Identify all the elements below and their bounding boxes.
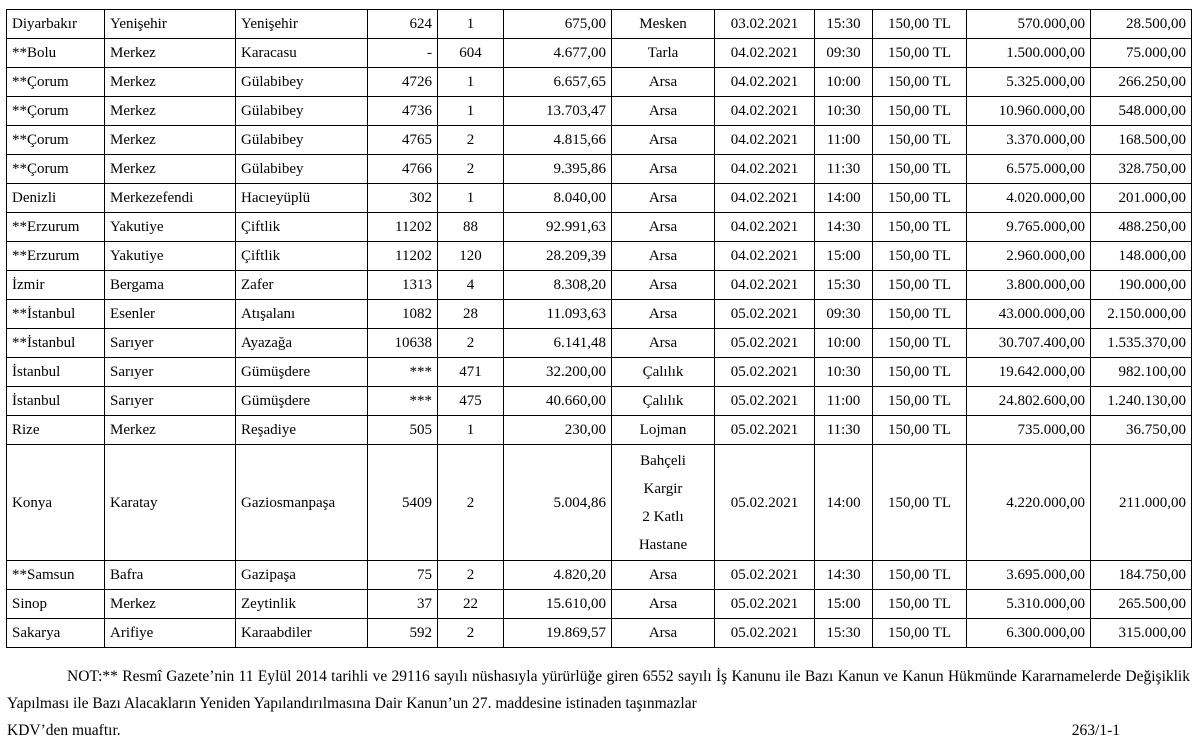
cell-time: 10:00	[815, 329, 873, 358]
table-row	[7, 619, 1192, 648]
cell-neighborhood: Karacasu	[236, 39, 368, 68]
table-row	[7, 10, 1192, 39]
cell-district: Merkez	[105, 97, 236, 126]
cell-parcel: 2	[438, 329, 504, 358]
table-body	[7, 10, 1192, 648]
cell-block: 4726	[368, 68, 438, 97]
cell-type-line: Bahçeli	[640, 452, 686, 469]
cell-date: 05.02.2021	[715, 445, 815, 561]
cell-block: 4765	[368, 126, 438, 155]
auction-table	[6, 9, 1192, 648]
table-row	[7, 445, 1192, 561]
cell-deposit: 266.250,00	[1091, 68, 1192, 97]
cell-area: 13.703,47	[504, 97, 612, 126]
cell-district: Merkez	[105, 416, 236, 445]
cell-price: 6.300.000,00	[967, 619, 1091, 648]
cell-block: -	[368, 39, 438, 68]
cell-time: 15:00	[815, 590, 873, 619]
table-row	[7, 39, 1192, 68]
cell-price: 43.000.000,00	[967, 300, 1091, 329]
cell-province: Sinop	[7, 590, 105, 619]
cell-district: Bafra	[105, 561, 236, 590]
cell-block: 4736	[368, 97, 438, 126]
cell-district: Yakutiye	[105, 213, 236, 242]
cell-date: 04.02.2021	[715, 39, 815, 68]
cell-neighborhood: Gaziosmanpaşa	[236, 445, 368, 561]
cell-block: 4766	[368, 155, 438, 184]
cell-parcel: 4	[438, 271, 504, 300]
cell-province: Rize	[7, 416, 105, 445]
cell-parcel: 2	[438, 619, 504, 648]
cell-time: 10:30	[815, 97, 873, 126]
cell-type: Arsa	[612, 561, 715, 590]
cell-province: Diyarbakır	[7, 10, 105, 39]
document-code: 263/1-1	[1071, 722, 1120, 739]
cell-area: 5.004,86	[504, 445, 612, 561]
cell-district: Yenişehir	[105, 10, 236, 39]
cell-deposit: 265.500,00	[1091, 590, 1192, 619]
cell-price: 735.000,00	[967, 416, 1091, 445]
cell-price: 3.370.000,00	[967, 126, 1091, 155]
cell-fee: 150,00 TL	[873, 68, 967, 97]
cell-deposit: 328.750,00	[1091, 155, 1192, 184]
cell-block: 10638	[368, 329, 438, 358]
cell-type: Arsa	[612, 126, 715, 155]
cell-fee: 150,00 TL	[873, 271, 967, 300]
cell-parcel: 120	[438, 242, 504, 271]
cell-neighborhood: Gümüşdere	[236, 358, 368, 387]
cell-province: İzmir	[7, 271, 105, 300]
cell-time: 14:00	[815, 445, 873, 561]
cell-area: 19.869,57	[504, 619, 612, 648]
cell-parcel: 1	[438, 97, 504, 126]
cell-price: 5.325.000,00	[967, 68, 1091, 97]
cell-price: 10.960.000,00	[967, 97, 1091, 126]
cell-parcel: 1	[438, 10, 504, 39]
footnote-text-end: KDV’den muaftır.	[7, 722, 121, 739]
cell-district: Merkez	[105, 155, 236, 184]
cell-province: Denizli	[7, 184, 105, 213]
cell-block: 592	[368, 619, 438, 648]
cell-block: ***	[368, 358, 438, 387]
table-row	[7, 329, 1192, 358]
cell-deposit: 488.250,00	[1091, 213, 1192, 242]
cell-area: 8.308,20	[504, 271, 612, 300]
cell-time: 15:30	[815, 271, 873, 300]
cell-province: **Bolu	[7, 39, 105, 68]
cell-type: Çalılık	[612, 387, 715, 416]
cell-district: Yakutiye	[105, 242, 236, 271]
cell-deposit: 75.000,00	[1091, 39, 1192, 68]
cell-province: **Çorum	[7, 68, 105, 97]
cell-price: 4.020.000,00	[967, 184, 1091, 213]
cell-area: 92.991,63	[504, 213, 612, 242]
cell-price: 5.310.000,00	[967, 590, 1091, 619]
cell-type: Arsa	[612, 184, 715, 213]
cell-price: 24.802.600,00	[967, 387, 1091, 416]
cell-block: 11202	[368, 213, 438, 242]
cell-price: 1.500.000,00	[967, 39, 1091, 68]
footnote	[7, 663, 1190, 717]
cell-price: 19.642.000,00	[967, 358, 1091, 387]
cell-fee: 150,00 TL	[873, 445, 967, 561]
cell-province: **İstanbul	[7, 329, 105, 358]
cell-area: 230,00	[504, 416, 612, 445]
cell-district: Merkezefendi	[105, 184, 236, 213]
cell-time: 15:00	[815, 242, 873, 271]
cell-date: 04.02.2021	[715, 126, 815, 155]
cell-block: 37	[368, 590, 438, 619]
cell-neighborhood: Atışalanı	[236, 300, 368, 329]
cell-type: Arsa	[612, 97, 715, 126]
cell-neighborhood: Gümüşdere	[236, 387, 368, 416]
cell-date: 05.02.2021	[715, 619, 815, 648]
cell-parcel: 1	[438, 68, 504, 97]
cell-deposit: 211.000,00	[1091, 445, 1192, 561]
cell-deposit: 982.100,00	[1091, 358, 1192, 387]
cell-date: 05.02.2021	[715, 387, 815, 416]
cell-district: Bergama	[105, 271, 236, 300]
cell-neighborhood: Gülabibey	[236, 155, 368, 184]
cell-neighborhood: Zeytinlik	[236, 590, 368, 619]
cell-deposit: 28.500,00	[1091, 10, 1192, 39]
cell-district: Esenler	[105, 300, 236, 329]
cell-fee: 150,00 TL	[873, 416, 967, 445]
cell-type	[612, 445, 715, 561]
cell-area: 6.141,48	[504, 329, 612, 358]
cell-fee: 150,00 TL	[873, 387, 967, 416]
cell-area: 9.395,86	[504, 155, 612, 184]
cell-type: Arsa	[612, 242, 715, 271]
table-row	[7, 590, 1192, 619]
cell-time: 11:30	[815, 155, 873, 184]
cell-district: Karatay	[105, 445, 236, 561]
cell-parcel: 471	[438, 358, 504, 387]
cell-block: 1082	[368, 300, 438, 329]
table-row	[7, 68, 1192, 97]
table-row	[7, 561, 1192, 590]
cell-area: 32.200,00	[504, 358, 612, 387]
cell-deposit: 168.500,00	[1091, 126, 1192, 155]
table-row	[7, 97, 1192, 126]
cell-fee: 150,00 TL	[873, 184, 967, 213]
cell-time: 11:00	[815, 387, 873, 416]
cell-province: İstanbul	[7, 358, 105, 387]
cell-district: Sarıyer	[105, 387, 236, 416]
cell-block: 505	[368, 416, 438, 445]
cell-fee: 150,00 TL	[873, 300, 967, 329]
cell-type: Tarla	[612, 39, 715, 68]
cell-neighborhood: Hacıeyüplü	[236, 184, 368, 213]
table-row	[7, 387, 1192, 416]
cell-price: 9.765.000,00	[967, 213, 1091, 242]
cell-province: **Erzurum	[7, 242, 105, 271]
cell-date: 04.02.2021	[715, 184, 815, 213]
cell-deposit: 1.240.130,00	[1091, 387, 1192, 416]
cell-block: 11202	[368, 242, 438, 271]
table-row	[7, 242, 1192, 271]
cell-type: Arsa	[612, 155, 715, 184]
cell-neighborhood: Çiftlik	[236, 213, 368, 242]
cell-time: 15:30	[815, 619, 873, 648]
cell-province: Konya	[7, 445, 105, 561]
cell-date: 04.02.2021	[715, 155, 815, 184]
cell-fee: 150,00 TL	[873, 242, 967, 271]
footnote-text: NOT:** Resmî Gazete’nin 11 Eylül 2014 tarihli ve 29116 sayılı nüshasıyla yürürlüğe giren 6552 sayılı İş Kanunu ile Bazı Kanun ve Kanun Hükmünde Kararnamelerde Değişiklik Yapılması ile Bazı Alacakların Yeniden Yapılandırılmasına Dair Kanun’un 27. maddesine istinaden taşınmazlar	[7, 668, 1190, 712]
cell-price: 2.960.000,00	[967, 242, 1091, 271]
table-row	[7, 213, 1192, 242]
cell-area: 15.610,00	[504, 590, 612, 619]
cell-block: 5409	[368, 445, 438, 561]
cell-deposit: 148.000,00	[1091, 242, 1192, 271]
table-row	[7, 155, 1192, 184]
cell-price: 3.800.000,00	[967, 271, 1091, 300]
cell-district: Merkez	[105, 590, 236, 619]
cell-time: 11:00	[815, 126, 873, 155]
cell-area: 11.093,63	[504, 300, 612, 329]
cell-time: 15:30	[815, 10, 873, 39]
cell-deposit: 190.000,00	[1091, 271, 1192, 300]
cell-block: 1313	[368, 271, 438, 300]
cell-area: 6.657,65	[504, 68, 612, 97]
cell-neighborhood: Reşadiye	[236, 416, 368, 445]
cell-date: 05.02.2021	[715, 300, 815, 329]
cell-fee: 150,00 TL	[873, 39, 967, 68]
cell-type: Arsa	[612, 271, 715, 300]
cell-fee: 150,00 TL	[873, 97, 967, 126]
cell-parcel: 1	[438, 416, 504, 445]
cell-province: İstanbul	[7, 387, 105, 416]
table-row	[7, 416, 1192, 445]
cell-parcel: 1	[438, 184, 504, 213]
cell-type: Arsa	[612, 329, 715, 358]
cell-area: 4.815,66	[504, 126, 612, 155]
cell-type: Arsa	[612, 590, 715, 619]
cell-neighborhood: Gülabibey	[236, 97, 368, 126]
cell-neighborhood: Zafer	[236, 271, 368, 300]
table-row	[7, 271, 1192, 300]
cell-type-line: Hastane	[638, 536, 688, 553]
cell-neighborhood: Ayazağa	[236, 329, 368, 358]
cell-district: Merkez	[105, 68, 236, 97]
cell-fee: 150,00 TL	[873, 590, 967, 619]
cell-deposit: 201.000,00	[1091, 184, 1192, 213]
cell-parcel: 2	[438, 155, 504, 184]
cell-province: Sakarya	[7, 619, 105, 648]
cell-fee: 150,00 TL	[873, 619, 967, 648]
cell-price: 570.000,00	[967, 10, 1091, 39]
cell-date: 04.02.2021	[715, 242, 815, 271]
cell-date: 05.02.2021	[715, 416, 815, 445]
cell-province: **Çorum	[7, 126, 105, 155]
cell-type: Lojman	[612, 416, 715, 445]
cell-area: 28.209,39	[504, 242, 612, 271]
cell-neighborhood: Çiftlik	[236, 242, 368, 271]
table-row	[7, 184, 1192, 213]
cell-date: 04.02.2021	[715, 271, 815, 300]
cell-time: 14:00	[815, 184, 873, 213]
cell-parcel: 604	[438, 39, 504, 68]
cell-time: 14:30	[815, 561, 873, 590]
cell-parcel: 2	[438, 445, 504, 561]
cell-fee: 150,00 TL	[873, 329, 967, 358]
cell-parcel: 22	[438, 590, 504, 619]
cell-neighborhood: Gülabibey	[236, 126, 368, 155]
cell-deposit: 315.000,00	[1091, 619, 1192, 648]
cell-date: 05.02.2021	[715, 590, 815, 619]
cell-district: Merkez	[105, 126, 236, 155]
cell-date: 04.02.2021	[715, 97, 815, 126]
cell-block: 302	[368, 184, 438, 213]
cell-time: 10:30	[815, 358, 873, 387]
cell-fee: 150,00 TL	[873, 155, 967, 184]
cell-parcel: 2	[438, 126, 504, 155]
cell-neighborhood: Gülabibey	[236, 68, 368, 97]
cell-date: 05.02.2021	[715, 329, 815, 358]
cell-fee: 150,00 TL	[873, 126, 967, 155]
cell-price: 30.707.400,00	[967, 329, 1091, 358]
cell-block: 624	[368, 10, 438, 39]
cell-neighborhood: Gazipaşa	[236, 561, 368, 590]
cell-district: Arifiye	[105, 619, 236, 648]
table-row	[7, 358, 1192, 387]
cell-date: 05.02.2021	[715, 561, 815, 590]
cell-price: 4.220.000,00	[967, 445, 1091, 561]
cell-parcel: 88	[438, 213, 504, 242]
cell-date: 04.02.2021	[715, 213, 815, 242]
cell-area: 675,00	[504, 10, 612, 39]
cell-deposit: 184.750,00	[1091, 561, 1192, 590]
cell-time: 09:30	[815, 300, 873, 329]
cell-district: Merkez	[105, 39, 236, 68]
cell-type: Arsa	[612, 213, 715, 242]
cell-time: 09:30	[815, 39, 873, 68]
cell-type: Arsa	[612, 300, 715, 329]
cell-type: Çalılık	[612, 358, 715, 387]
cell-province: **Erzurum	[7, 213, 105, 242]
cell-date: 05.02.2021	[715, 358, 815, 387]
cell-time: 10:00	[815, 68, 873, 97]
cell-parcel: 28	[438, 300, 504, 329]
cell-type-line: Kargir	[643, 480, 683, 497]
cell-type: Arsa	[612, 68, 715, 97]
cell-fee: 150,00 TL	[873, 358, 967, 387]
cell-fee: 150,00 TL	[873, 10, 967, 39]
table-row	[7, 300, 1192, 329]
cell-time: 14:30	[815, 213, 873, 242]
cell-province: **Çorum	[7, 155, 105, 184]
cell-neighborhood: Yenişehir	[236, 10, 368, 39]
cell-area: 8.040,00	[504, 184, 612, 213]
cell-type: Mesken	[612, 10, 715, 39]
cell-deposit: 36.750,00	[1091, 416, 1192, 445]
table-row	[7, 126, 1192, 155]
cell-area: 40.660,00	[504, 387, 612, 416]
footnote-last-line	[7, 717, 1190, 744]
cell-date: 04.02.2021	[715, 68, 815, 97]
cell-deposit: 1.535.370,00	[1091, 329, 1192, 358]
cell-area: 4.820,20	[504, 561, 612, 590]
cell-block: 75	[368, 561, 438, 590]
cell-parcel: 2	[438, 561, 504, 590]
cell-type-line: 2 Katlı	[642, 508, 684, 525]
cell-fee: 150,00 TL	[873, 561, 967, 590]
cell-type: Arsa	[612, 619, 715, 648]
cell-province: **İstanbul	[7, 300, 105, 329]
cell-deposit: 548.000,00	[1091, 97, 1192, 126]
cell-province: **Samsun	[7, 561, 105, 590]
cell-fee: 150,00 TL	[873, 213, 967, 242]
cell-date: 03.02.2021	[715, 10, 815, 39]
cell-price: 3.695.000,00	[967, 561, 1091, 590]
cell-district: Sarıyer	[105, 329, 236, 358]
cell-time: 11:30	[815, 416, 873, 445]
cell-price: 6.575.000,00	[967, 155, 1091, 184]
cell-district: Sarıyer	[105, 358, 236, 387]
cell-neighborhood: Karaabdiler	[236, 619, 368, 648]
cell-area: 4.677,00	[504, 39, 612, 68]
cell-province: **Çorum	[7, 97, 105, 126]
cell-block: ***	[368, 387, 438, 416]
cell-deposit: 2.150.000,00	[1091, 300, 1192, 329]
cell-parcel: 475	[438, 387, 504, 416]
